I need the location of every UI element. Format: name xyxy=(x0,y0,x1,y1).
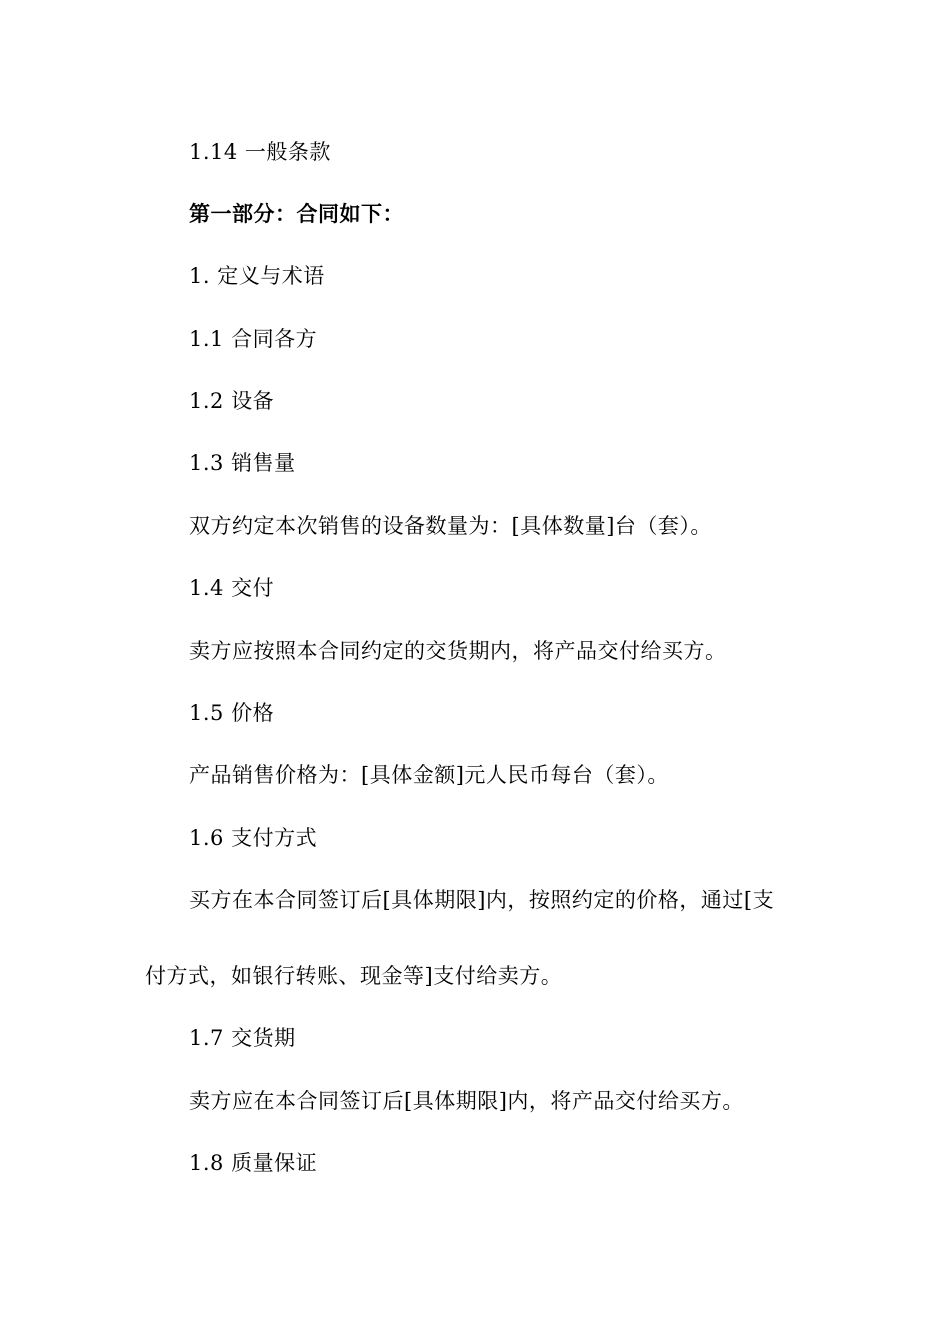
paragraph-sales-volume: 双方约定本次销售的设备数量为：[具体数量]台（套）。 xyxy=(189,514,712,538)
paragraph-payment-line-1: 买方在本合同签订后[具体期限]内，按照约定的价格，通过[支 xyxy=(189,888,775,912)
heading-1-8-quality-guarantee: 1.8 质量保证 xyxy=(189,1151,318,1175)
heading-1-6-payment-method: 1.6 支付方式 xyxy=(189,826,318,850)
heading-1-2-equipment: 1.2 设备 xyxy=(189,389,275,413)
paragraph-delivery: 卖方应按照本合同约定的交货期内，将产品交付给买方。 xyxy=(189,639,727,663)
heading-1-14-general-terms: 1.14 一般条款 xyxy=(189,140,331,164)
paragraph-payment-line-2: 付方式，如银行转账、现金等]支付给卖方。 xyxy=(145,964,563,988)
heading-1-3-sales-volume: 1.3 销售量 xyxy=(189,451,296,475)
paragraph-delivery-period: 卖方应在本合同签订后[具体期限]内，将产品交付给买方。 xyxy=(189,1089,744,1113)
heading-1-4-delivery: 1.4 交付 xyxy=(189,576,275,600)
heading-1-1-parties: 1.1 合同各方 xyxy=(189,327,318,351)
paragraph-price: 产品销售价格为：[具体金额]元人民币每台（套）。 xyxy=(189,763,669,787)
part-one-heading: 第一部分：合同如下： xyxy=(189,201,404,226)
heading-1-5-price: 1.5 价格 xyxy=(189,701,275,725)
section-1-definitions: 1. 定义与术语 xyxy=(189,264,325,288)
heading-1-7-delivery-period: 1.7 交货期 xyxy=(189,1026,296,1050)
